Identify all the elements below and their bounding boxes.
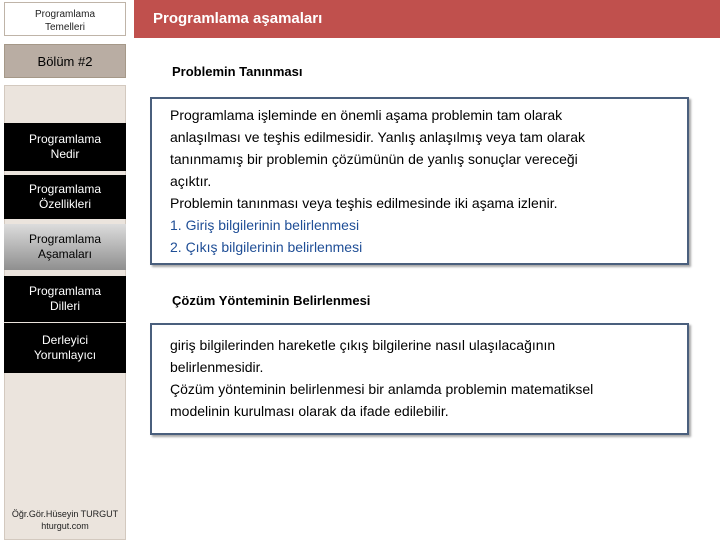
page-title: Programlama aşamaları xyxy=(153,10,323,27)
sidebar-item-line1: Programlama xyxy=(28,132,102,146)
text-line: giriş bilgilerinden hareketle çıkış bilgilerine nasıl ulaşılacağının xyxy=(170,337,556,353)
chapter-label: Bölüm #2 xyxy=(4,44,126,78)
sidebar-item-line2: Dilleri xyxy=(50,299,80,313)
text-line: açıktır. xyxy=(170,173,212,189)
author-name: Öğr.Gör.Hüseyin TURGUT xyxy=(11,509,119,519)
sidebar-item-programlama-dilleri[interactable] xyxy=(4,276,126,322)
sidebar-item-programlama-ozellikleri[interactable] xyxy=(4,175,126,219)
sidebar-item-line1: Programlama xyxy=(28,232,102,246)
text-line: Çözüm yönteminin belirlenmesi bir anlamda problemin matematiksel xyxy=(170,381,594,397)
course-title-line2: Temelleri xyxy=(44,22,85,33)
step-item: 1. Giriş bilgilerinin belirlenmesi xyxy=(170,217,360,233)
sidebar-item-line1: Programlama xyxy=(28,182,102,196)
section-heading-solution: Çözüm Yönteminin Belirlenmesi xyxy=(172,293,371,308)
text-line: tanınmamış bir problemin çözümünün de yanlış sonuçlar vereceği xyxy=(170,151,578,167)
sidebar-item-line2: Aşamaları xyxy=(37,247,93,261)
text-line: Programlama işleminde en önemli aşama problemin tam olarak xyxy=(170,107,563,123)
solution-description xyxy=(170,334,680,422)
course-title xyxy=(4,2,126,36)
section-heading-problem: Problemin Tanınması xyxy=(172,64,303,79)
text-line: belirlenmesidir. xyxy=(170,359,264,375)
course-title-line1: Programlama xyxy=(34,9,96,20)
text-line: modelinin kurulması olarak da ifade edilebilir. xyxy=(170,403,449,419)
problem-description xyxy=(170,104,680,258)
sidebar-item-programlama-nedir[interactable] xyxy=(4,123,126,171)
sidebar-item-line1: Programlama xyxy=(28,284,102,298)
sidebar-item-line2: Nedir xyxy=(50,147,80,161)
sidebar-item-line1: Derleyici xyxy=(41,333,88,347)
text-line: anlaşılması ve teşhis edilmesidir. Yanlış anlaşılmış veya tam olarak xyxy=(170,129,585,145)
author-website: hturgut.com xyxy=(41,521,89,531)
sidebar-item-line2: Özellikleri xyxy=(38,197,91,211)
text-line: Problemin tanınması veya teşhis edilmesinde iki aşama izlenir. xyxy=(170,195,558,211)
sidebar-item-derleyici-yorumlayici[interactable] xyxy=(4,323,126,373)
author-credit xyxy=(4,508,126,532)
step-item: 2. Çıkış bilgilerinin belirlenmesi xyxy=(170,239,363,255)
sidebar-item-programlama-asamalari[interactable] xyxy=(4,224,126,270)
sidebar-item-line2: Yorumlayıcı xyxy=(33,348,97,362)
